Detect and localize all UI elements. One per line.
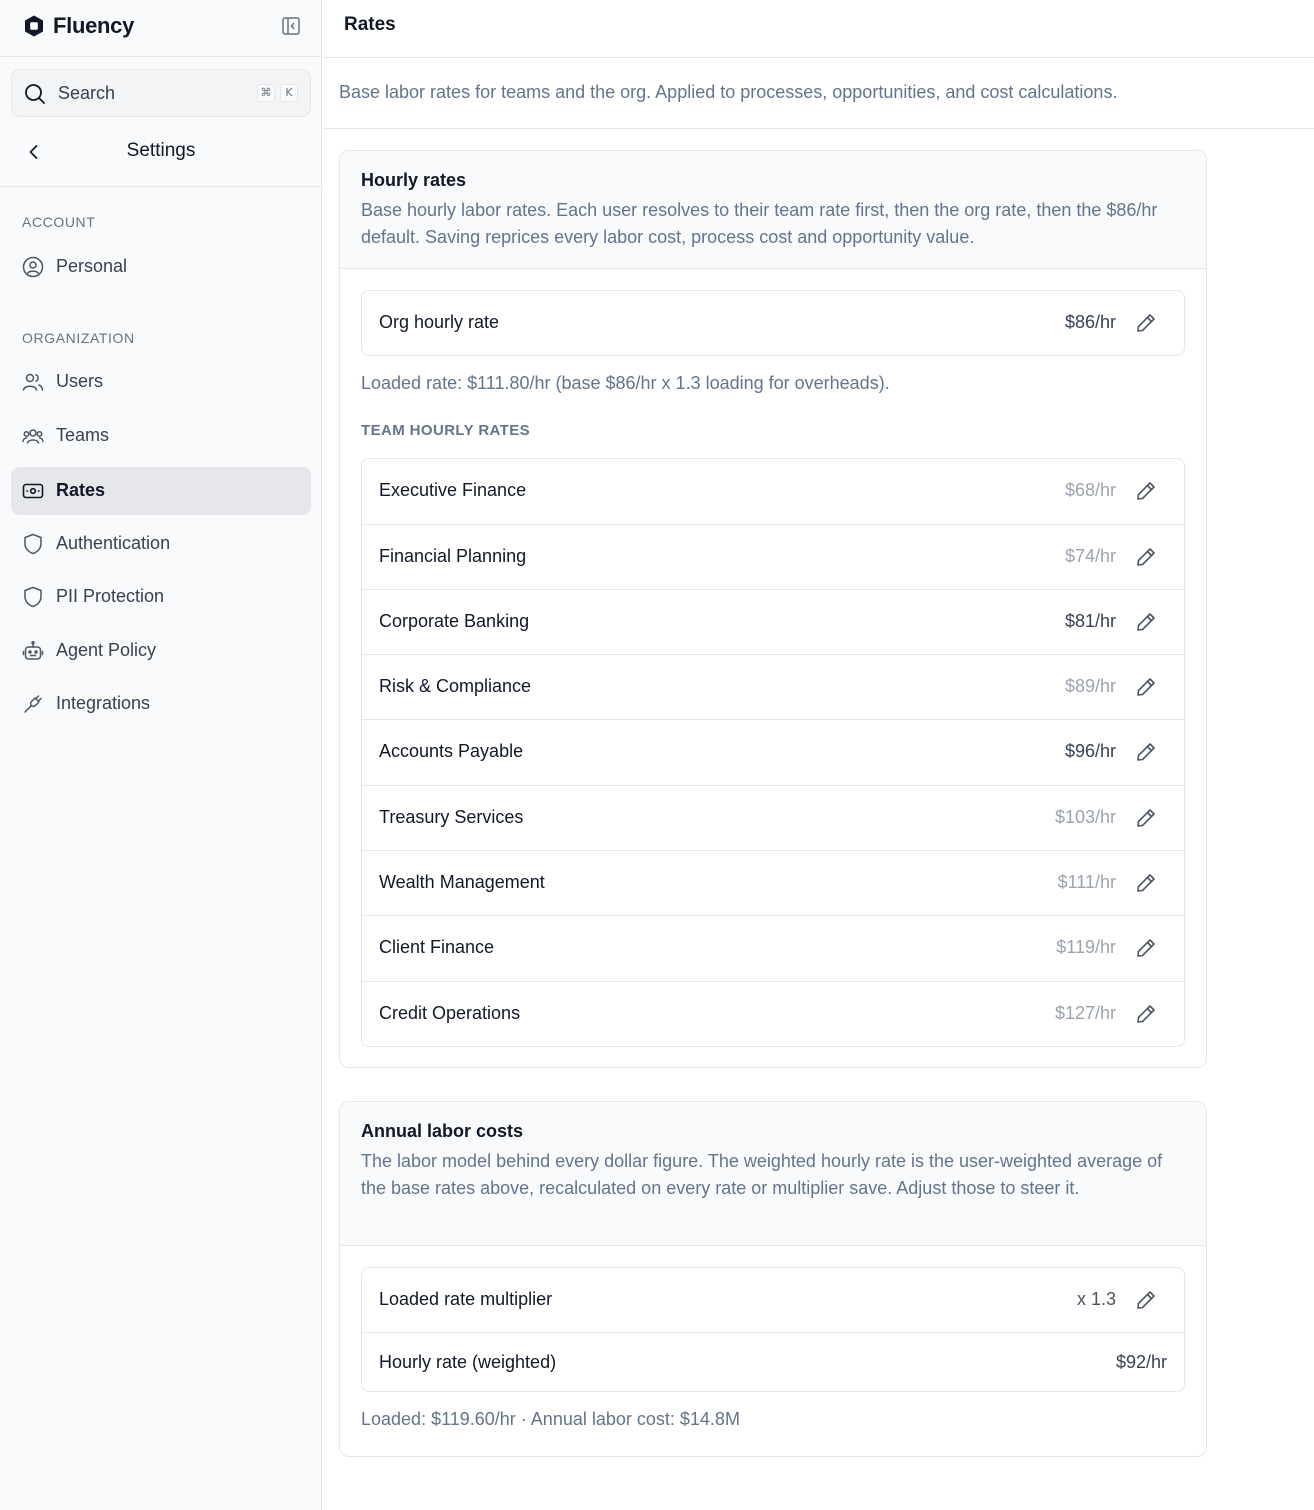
- annual-labor-costs-card: [339, 1101, 1207, 1457]
- table-row: [362, 785, 1184, 850]
- team-rate-value: $89/hr: [1064, 676, 1116, 696]
- sidebar-item-authentication[interactable]: [11, 520, 311, 568]
- multiplier-label: Loaded rate multiplier: [379, 1289, 553, 1309]
- search-label: Search: [58, 83, 116, 103]
- team-name: Corporate Banking: [379, 611, 530, 631]
- sidebar-item-label: Authentication: [56, 533, 171, 553]
- pencil-icon[interactable]: [1135, 807, 1157, 829]
- app-name: Fluency: [53, 13, 135, 38]
- team-name: Executive Finance: [379, 480, 527, 500]
- search-input[interactable]: [11, 69, 311, 117]
- weighted-rate-value: $92/hr: [1115, 1352, 1167, 1372]
- pencil-icon[interactable]: [1135, 1003, 1157, 1025]
- team-rate-value: $119/hr: [1056, 937, 1116, 957]
- card-description: The labor model behind every dollar figure. The weighted hourly rate is the user-weighted average of the base rates above, recalculated on every rate or multiplier save. Adjust those to steer it.: [361, 1151, 1163, 1198]
- org-rate-label: Org hourly rate: [379, 312, 500, 332]
- user-circle-icon: [22, 256, 44, 278]
- team-rates-list: [361, 458, 1185, 1047]
- team-name: Credit Operations: [379, 1003, 521, 1023]
- brand-header: [0, 0, 322, 57]
- sidebar-item-label: Rates: [56, 480, 106, 500]
- sidebar-item-teams[interactable]: [11, 412, 311, 460]
- sidebar-item-pii-protection[interactable]: [11, 573, 311, 621]
- pencil-icon[interactable]: [1135, 1289, 1157, 1311]
- table-row: [362, 524, 1184, 589]
- page-description-bar: [323, 58, 1314, 129]
- org-rate-value: $86/hr: [1064, 312, 1116, 332]
- team-rate-value: $111/hr: [1057, 872, 1116, 892]
- settings-title: Settings: [126, 140, 196, 161]
- labor-model-box: [361, 1267, 1185, 1392]
- pencil-icon[interactable]: [1135, 741, 1157, 763]
- sidebar: [0, 0, 322, 1510]
- team-rate-value: $127/hr: [1054, 1003, 1116, 1023]
- multiplier-value: x 1.3: [1076, 1289, 1116, 1309]
- shield-icon: [22, 533, 44, 555]
- sidebar-item-integrations[interactable]: [11, 680, 311, 728]
- page-header: [323, 0, 1314, 58]
- section-label-organization: ORGANIZATION: [22, 330, 135, 346]
- users-icon: [22, 371, 44, 393]
- table-row: [362, 915, 1184, 980]
- table-row: [362, 459, 1184, 524]
- sidebar-item-label: Agent Policy: [56, 640, 157, 660]
- card-title: Annual labor costs: [361, 1121, 524, 1141]
- team-name: Client Finance: [379, 937, 495, 957]
- org-rate-row: [362, 291, 1184, 356]
- team-name: Treasury Services: [379, 807, 524, 827]
- card-title: Hourly rates: [361, 170, 467, 190]
- team-rate-value: $96/hr: [1064, 741, 1116, 761]
- sidebar-item-agent-policy[interactable]: [11, 627, 311, 675]
- collapse-sidebar-icon[interactable]: [281, 16, 301, 36]
- pencil-icon[interactable]: [1135, 480, 1157, 502]
- multiplier-row: [362, 1268, 1184, 1332]
- labor-cost-summary: Loaded: $119.60/hr · Annual labor cost: $14.8M: [361, 1409, 740, 1429]
- teams-icon: [22, 425, 44, 447]
- settings-header: [0, 129, 322, 187]
- card-header: [340, 151, 1206, 269]
- pencil-icon[interactable]: [1135, 872, 1157, 894]
- table-row: [362, 850, 1184, 915]
- pencil-icon[interactable]: [1135, 312, 1157, 334]
- table-row: [362, 719, 1184, 784]
- team-name: Wealth Management: [379, 872, 545, 892]
- robot-icon: [22, 640, 44, 662]
- loaded-rate-note: Loaded rate: $111.80/hr (base $86/hr x 1.3 loading for overheads).: [361, 373, 890, 393]
- page-title: Rates: [344, 14, 396, 35]
- banknote-icon: [22, 480, 44, 502]
- team-rates-heading: TEAM HOURLY RATES: [361, 422, 531, 439]
- sidebar-item-rates[interactable]: [11, 467, 311, 515]
- team-name: Accounts Payable: [379, 741, 524, 761]
- sidebar-item-label: Teams: [56, 425, 110, 445]
- shield-icon: [22, 586, 44, 608]
- sidebar-item-users[interactable]: [11, 358, 311, 406]
- card-header: [340, 1102, 1206, 1246]
- back-chevron-icon[interactable]: [24, 142, 44, 162]
- shortcut-key-cmd: ⌘: [257, 84, 275, 102]
- sidebar-item-label: Personal: [56, 256, 128, 276]
- hourly-rates-card: [339, 150, 1207, 1068]
- fluency-logo-icon: [22, 14, 46, 38]
- plug-icon: [22, 693, 44, 715]
- sidebar-item-label: Users: [56, 371, 104, 391]
- sidebar-item-personal[interactable]: [11, 243, 311, 291]
- pencil-icon[interactable]: [1135, 546, 1157, 568]
- sidebar-item-label: PII Protection: [56, 586, 165, 606]
- team-name: Risk & Compliance: [379, 676, 532, 696]
- section-label-account: ACCOUNT: [22, 214, 96, 230]
- weighted-rate-row: [362, 1332, 1184, 1391]
- table-row: [362, 981, 1184, 1046]
- team-rate-value: $103/hr: [1054, 807, 1116, 827]
- sidebar-item-label: Integrations: [56, 693, 151, 713]
- pencil-icon[interactable]: [1135, 611, 1157, 633]
- org-rate-box: [361, 290, 1185, 356]
- weighted-rate-label: Hourly rate (weighted): [379, 1352, 557, 1372]
- team-name: Financial Planning: [379, 546, 527, 566]
- table-row: [362, 589, 1184, 654]
- team-rate-value: $68/hr: [1064, 480, 1116, 500]
- card-description: Base hourly labor rates. Each user resolves to their team rate first, then the org rate, then the $86/hr default. Saving reprices every labor cost, process cost and opportunity value.: [361, 200, 1158, 247]
- team-rate-value: $81/hr: [1064, 611, 1116, 631]
- table-row: [362, 654, 1184, 719]
- pencil-icon[interactable]: [1135, 676, 1157, 698]
- search-icon: [24, 83, 46, 105]
- shortcut-key-k: K: [280, 84, 298, 102]
- page-description: Base labor rates for teams and the org. Applied to processes, opportunities, and cost calculations.: [339, 82, 1118, 102]
- team-rate-value: $74/hr: [1064, 546, 1116, 566]
- pencil-icon[interactable]: [1135, 937, 1157, 959]
